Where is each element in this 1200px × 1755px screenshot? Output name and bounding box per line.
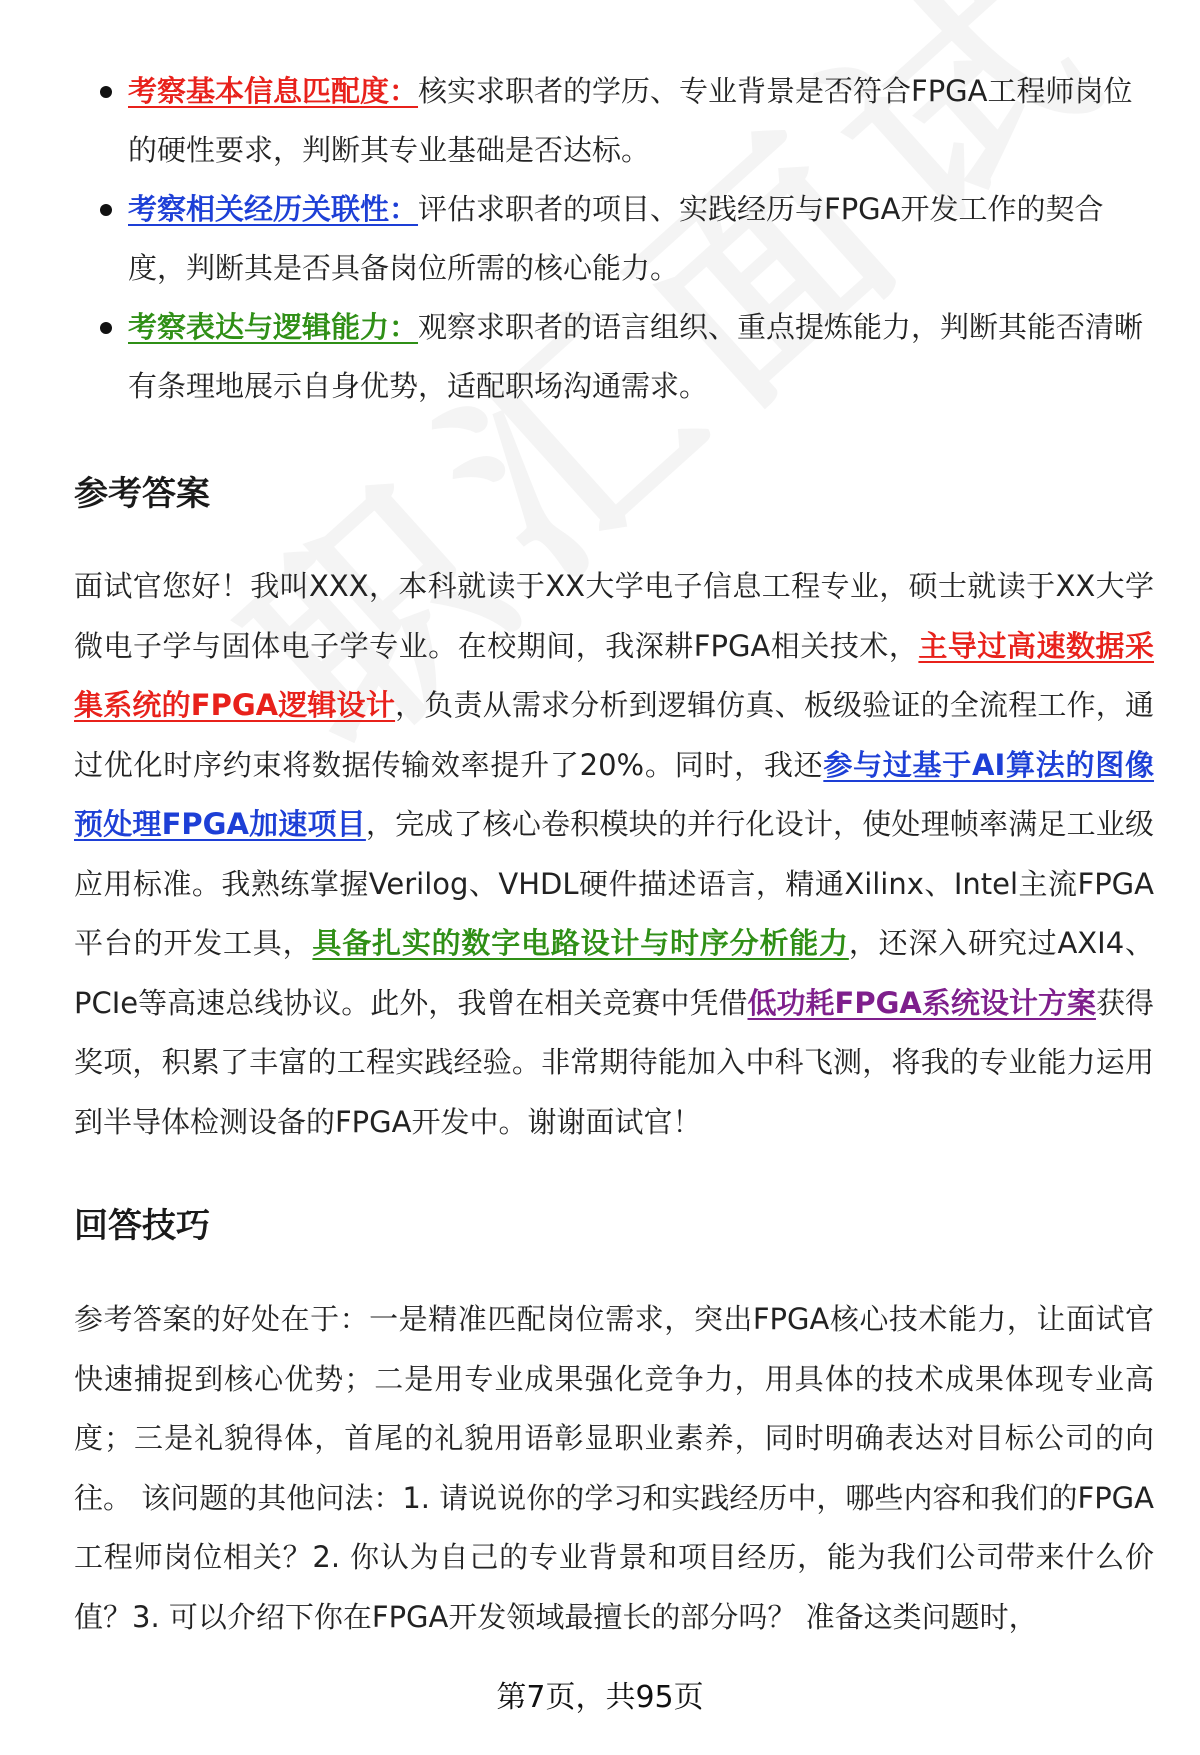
highlight-blue: 参与过基于AI算法的图像预处理FPGA加速项目 <box>74 747 1155 841</box>
highlight-red: 主导过高速数据采集系统的FPGA逻辑设计 <box>74 628 1154 722</box>
list-item <box>74 180 1154 298</box>
answer-text: ，完成了核心卷积模块的并行化设计，使处理帧率满足工业级应用标准。我熟练掌握Verilog、VHDL硬件描述语言，精通Xilinx、Intel主流FPGA平台的开发工具， <box>74 807 1154 960</box>
tips-heading: 回答技巧 <box>74 1206 210 1246</box>
list-item <box>74 62 1154 180</box>
bullet-lead: 考察基本信息匹配度： <box>128 74 419 108</box>
bullet-icon <box>100 204 112 216</box>
tips-paragraph: 参考答案的好处在于：一是精准匹配岗位需求，突出FPGA核心技术能力，让面试官快速捕捉到核心优势；二是用专业成果强化竞争力，用具体的技术成果体现专业高度；三是礼貌得体，首尾的礼貌用语彰显职业素养，同时明确表达对目标公司的向往。 该问题的其他问法：1. 请说说你的学习和实践经历中，哪些内容和我们的FPGA工程师岗位相关？2. 你认为自己的专业背景和项目经历，能为我们公司带来什么价值？3. 可以介绍下你在FPGA开发领域最擅长的部分吗？ 准备这类问题时， <box>74 1302 1154 1634</box>
list-item <box>74 298 1154 416</box>
highlight-purple: 低功耗FPGA系统设计方案 <box>747 985 1096 1020</box>
bullet-text: 核实求职者的学历、专业背景是否符合FPGA工程师岗位的硬性要求，判断其专业基础是否达标。 <box>128 74 1133 167</box>
bullet-lead: 考察表达与逻辑能力： <box>128 310 419 344</box>
bullet-text: 评估求职者的项目、实践经历与FPGA开发工作的契合度，判断其是否具备岗位所需的核心能力。 <box>128 192 1104 285</box>
answer-heading: 参考答案 <box>74 474 210 514</box>
assessment-list <box>74 62 1154 416</box>
answer-text: 获得奖项，积累了丰富的工程实践经验。非常期待能加入中科飞测，将我的专业能力运用到半导体检测设备的FPGA开发中。谢谢面试官！ <box>74 985 1155 1139</box>
highlight-green: 具备扎实的数字电路设计与时序分析能力 <box>312 926 849 960</box>
answer-text: ，还深入研究过AXI4、PCIe等高速总线协议。此外，我曾在相关竞赛中凭借 <box>74 926 1154 1020</box>
page-number: 第7页，共95页 <box>496 1680 704 1715</box>
answer-paragraph <box>74 557 1154 1152</box>
answer-text: ，负责从需求分析到逻辑仿真、板级验证的全流程工作，通过优化时序约束将数据传输效率提升了20%。同时，我还 <box>74 688 1154 782</box>
bullet-lead: 考察相关经历关联性： <box>128 192 419 226</box>
bullet-icon <box>100 86 112 98</box>
answer-text: 面试官您好！我叫XXX，本科就读于XX大学电子信息工程专业，硕士就读于XX大学微电子学与固体电子学专业。在校期间，我深耕FPGA相关技术， <box>74 569 1154 663</box>
bullet-icon <box>100 322 112 334</box>
bullet-text: 观察求职者的语言组织、重点提炼能力，判断其能否清晰有条理地展示自身优势，适配职场沟通需求。 <box>128 310 1144 403</box>
